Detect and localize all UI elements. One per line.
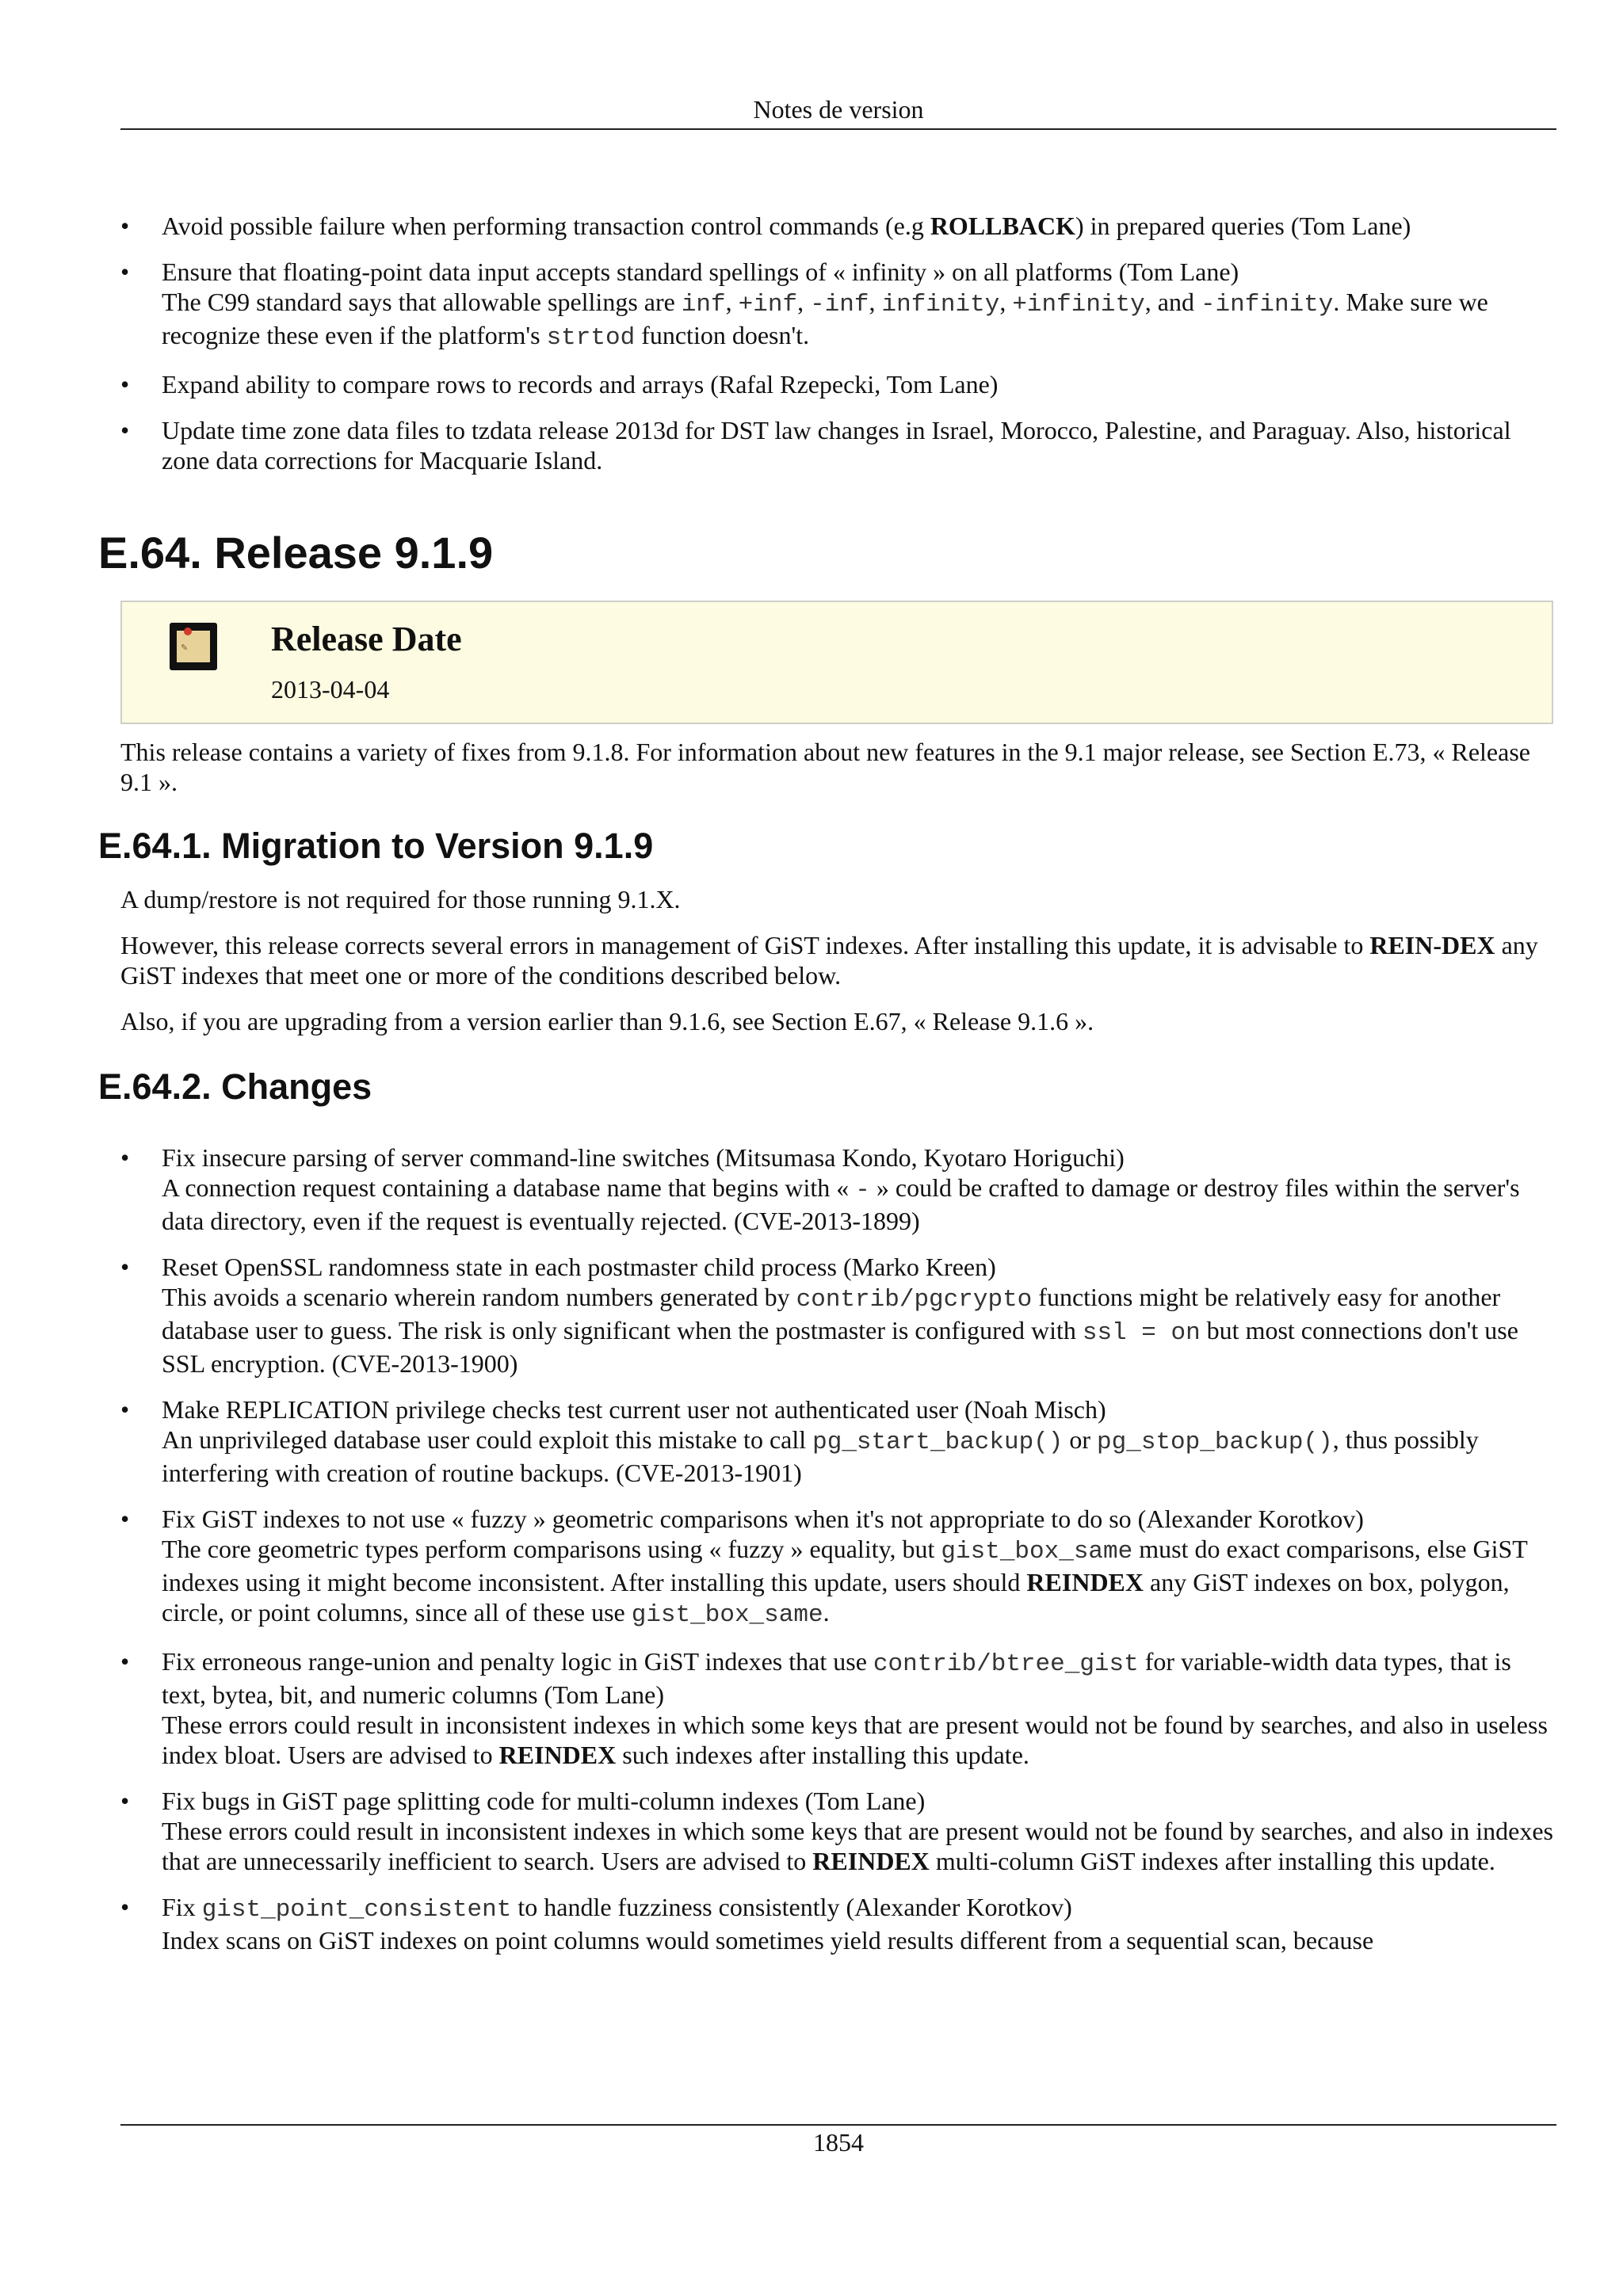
- item-text: Update time zone data files to tzdata release 2013d for DST law changes in Israel, Morocco, Palestine, and Paraguay. Also, historical zone data corrections for Macquarie Island.: [162, 416, 1511, 475]
- item-detail: This avoids a scenario wherein random numbers generated by contrib/pgcrypto functions might be relatively easy for another database user to guess. The risk is only significant when the postmaster is configured with ssl = on but most connections don't use SSL encryption. (CVE-2013-1900): [162, 1283, 1518, 1378]
- list-item: [120, 1646, 1556, 1770]
- page-number: 1854: [813, 2128, 864, 2157]
- changes-list-container: [120, 1142, 1556, 1955]
- list-item: [120, 1786, 1556, 1876]
- section-title: E.64. Release 9.1.9: [98, 528, 494, 578]
- item-detail: A connection request containing a database name that begins with « - » could be crafted to damage or destroy files within the server's data directory, even if the request is eventually rejected. (CVE-2013-1899): [162, 1173, 1520, 1235]
- bullet-icon: [120, 1142, 162, 1173]
- intro-paragraph: This release contains a variety of fixes from 9.1.8. For information about new features in the 9.1 major release, see Section E.73, « Release 9.1 ».: [120, 738, 1530, 796]
- item-text: Reset OpenSSL randomness state in each postmaster child process (Marko Kreen): [162, 1253, 996, 1281]
- item-text: Fix bugs in GiST page splitting code for multi-column indexes (Tom Lane): [162, 1787, 926, 1815]
- migration-p1: A dump/restore is not required for those running 9.1.X.: [120, 885, 681, 913]
- bullet-icon: [120, 211, 162, 241]
- bullet-icon: [120, 1394, 162, 1425]
- migration-p2: However, this release corrects several errors in management of GiST indexes. After installing this update, it is advisable to REIN-DEX any GiST indexes that meet one or more of the conditions described below.: [120, 931, 1538, 990]
- top-bullet-list: [120, 211, 1556, 475]
- running-header: Notes de version: [753, 95, 924, 124]
- migration-p3: Also, if you are upgrading from a version earlier than 9.1.6, see Section E.67, « Release 9.1.6 ».: [120, 1007, 1094, 1035]
- note-title: Release Date: [271, 620, 462, 658]
- changes-list: [120, 1142, 1556, 1955]
- bullet-icon: [120, 369, 162, 399]
- list-item: [120, 1142, 1556, 1236]
- item-detail: An unprivileged database user could exploit this mistake to call pg_start_backup() or pg_stop_backup(), thus possibly interfering with creation of routine backups. (CVE-2013-1901): [162, 1425, 1479, 1487]
- item-detail: These errors could result in inconsistent indexes in which some keys that are present would not be found by searches, and also in indexes that are unnecessarily inefficient to search. Users are advised to REINDEX multi-column GiST indexes after installing this update.: [162, 1817, 1553, 1875]
- item-text: Avoid possible failure when performing transaction control commands (e.g ROLLBACK) in prepared queries (Tom Lane): [162, 212, 1411, 240]
- list-item: [120, 415, 1556, 475]
- item-text: Expand ability to compare rows to records and arrays (Rafal Rzepecki, Tom Lane): [162, 370, 999, 399]
- list-item: [120, 1504, 1556, 1630]
- bullet-icon: [120, 1646, 162, 1676]
- list-item: [120, 1252, 1556, 1379]
- bullet-icon: [120, 415, 162, 445]
- footer-rule: [120, 2124, 1556, 2126]
- item-text: Fix insecure parsing of server command-line switches (Mitsumasa Kondo, Kyotaro Horiguchi): [162, 1143, 1125, 1172]
- list-item: [120, 211, 1556, 241]
- item-detail: The core geometric types perform comparisons using « fuzzy » equality, but gist_box_same must do exact comparisons, else GiST indexes using it might become inconsistent. After installing this update, users should REINDEX any GiST indexes on box, polygon, circle, or point columns, since all of these use gist_box_same.: [162, 1535, 1528, 1629]
- list-item: [120, 257, 1556, 353]
- note-icon: ✎: [170, 623, 217, 670]
- bullet-icon: [120, 1252, 162, 1282]
- item-detail: The C99 standard says that allowable spellings are inf, +inf, -inf, infinity, +infinity, and -infinity. Make sure we recognize these even if the platform's strtod function doesn't.: [162, 288, 1488, 352]
- release-date: 2013-04-04: [271, 675, 390, 704]
- list-item: [120, 1394, 1556, 1488]
- bullet-icon: [120, 257, 162, 287]
- item-text: Ensure that floating-point data input accepts standard spellings of « infinity » on all platforms (Tom Lane): [162, 257, 1239, 286]
- release-date-note: [120, 601, 1553, 724]
- changes-heading: E.64.2. Changes: [98, 1066, 372, 1107]
- list-item: [120, 369, 1556, 399]
- item-detail: These errors could result in inconsistent indexes in which some keys that are present would not be found by searches, and also in useless index bloat. Users are advised to REINDEX such indexes after installing this update.: [162, 1711, 1548, 1769]
- list-item: [120, 1892, 1556, 1955]
- item-text: Fix erroneous range-union and penalty logic in GiST indexes that use contrib/btree_gist for variable-width data types, that is text, bytea, bit, and numeric columns (Tom Lane): [162, 1647, 1511, 1709]
- item-detail: Index scans on GiST indexes on point columns would sometimes yield results different from a sequential scan, because: [162, 1926, 1374, 1955]
- bullet-icon: [120, 1892, 162, 1922]
- item-text: Fix GiST indexes to not use « fuzzy » geometric comparisons when it's not appropriate to do so (Alexander Korotkov): [162, 1505, 1364, 1533]
- item-text: Make REPLICATION privilege checks test current user not authenticated user (Noah Misch): [162, 1395, 1106, 1424]
- header-rule: [120, 128, 1556, 130]
- migration-body: [120, 884, 1556, 1036]
- top-bullet-list-container: [120, 211, 1556, 475]
- bullet-icon: [120, 1504, 162, 1534]
- migration-heading: E.64.1. Migration to Version 9.1.9: [98, 826, 654, 866]
- intro-container: [120, 737, 1556, 797]
- bullet-icon: [120, 1786, 162, 1816]
- item-text: Fix gist_point_consistent to handle fuzziness consistently (Alexander Korotkov): [162, 1893, 1072, 1924]
